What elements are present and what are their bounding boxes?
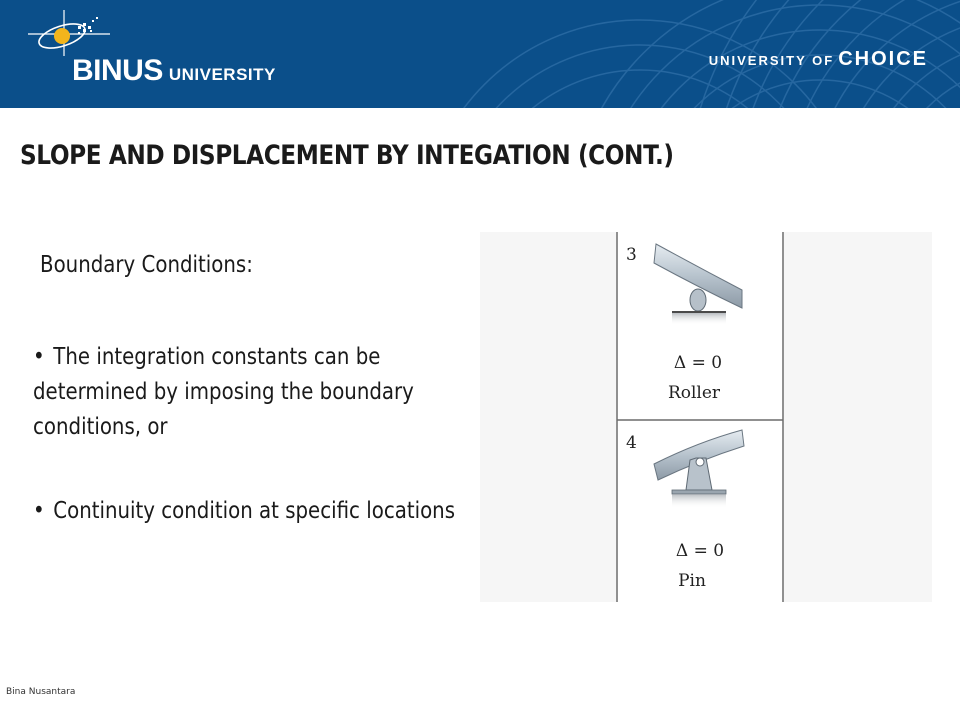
- slide-title: SLOPE AND DISPLACEMENT BY INTEGATION (CONT.): [20, 140, 674, 171]
- panel-number-3: 3: [626, 245, 637, 265]
- bullet-item: [33, 494, 480, 529]
- roller-equation: Δ = 0: [673, 353, 723, 373]
- bullet-text: Continuity condition at specific locations: [53, 498, 456, 524]
- boundary-conditions-heading: Boundary Conditions:: [40, 252, 253, 278]
- bullet-dot-icon: •: [33, 344, 45, 370]
- bullet-list: [33, 340, 480, 578]
- logo-brand-text: BINUS: [72, 54, 163, 87]
- header-tagline: [709, 48, 928, 71]
- university-logo-wordmark: [72, 54, 276, 88]
- support-conditions-figure: [480, 232, 932, 602]
- bullet-text: The integration constants can be determined by imposing the boundary conditions, or: [33, 344, 414, 440]
- logo-suffix-text: UNIVERSITY: [168, 65, 276, 84]
- bullet-item: [33, 340, 480, 445]
- roller-circle-shape: [690, 289, 706, 311]
- panel-number-4: 4: [626, 433, 637, 453]
- binus-logo-icon: [24, 8, 114, 58]
- tagline-highlight: CHOICE: [838, 48, 928, 70]
- footer-text: Bina Nusantara: [6, 687, 76, 697]
- tagline-prefix: UNIVERSITY OF: [708, 53, 835, 68]
- bullet-dot-icon: •: [33, 498, 45, 524]
- pin-equation: Δ = 0: [675, 541, 725, 561]
- roller-label: Roller: [667, 383, 721, 403]
- header-banner: [0, 0, 960, 108]
- pin-label: Pin: [678, 571, 706, 591]
